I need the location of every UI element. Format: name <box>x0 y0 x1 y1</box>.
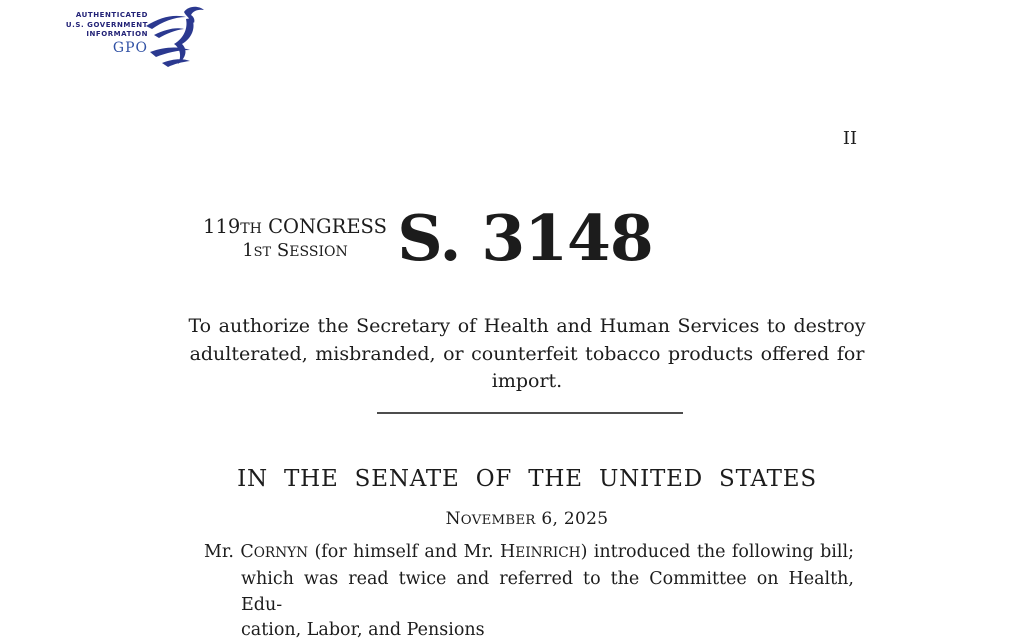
sponsor-line3: cation, Labor, and Pensions <box>241 620 485 641</box>
sponsor-line1-pre: Mr. C <box>204 542 254 562</box>
bill-purpose-line1: To authorize the Secretary of Health and Human Services to destroy <box>188 315 866 337</box>
congress-number: 119 <box>203 215 241 238</box>
gpo-logo-text <box>58 11 148 40</box>
bill-purpose-line2: adulterated, misbranded, or counterfeit tobacco products offered for import. <box>189 342 865 392</box>
page-roman-numeral: II <box>842 128 858 149</box>
gpo-logo-line-government: U.S. GOVERNMENT <box>65 20 148 29</box>
gpo-logo-line-authenticated: AUTHENTICATED <box>75 11 148 19</box>
sponsor-name-heinrich: EINRICH <box>515 545 581 561</box>
sponsor-line1-mid: (for himself and Mr. H <box>308 542 516 562</box>
sponsor-name-cornyn: ORNYN <box>253 545 309 561</box>
session-ordinal: ST <box>253 245 272 261</box>
date-initial: N <box>445 509 461 529</box>
chamber-heading: IN THE SENATE OF THE UNITED STATES <box>237 466 817 492</box>
sponsor-paragraph <box>204 540 854 644</box>
congress-word: CONGRESS <box>261 215 387 238</box>
section-divider-rule <box>377 412 683 414</box>
congress-ordinal: TH <box>240 221 262 237</box>
session-word-initial: S <box>271 240 290 262</box>
gpo-logo-line-information: INFORMATION <box>86 30 148 38</box>
sponsor-line2: which was read twice and referred to the Committee on Health, Edu- <box>241 568 854 615</box>
session-line <box>203 241 387 262</box>
congress-line <box>203 216 387 238</box>
sponsor-line1 <box>204 540 854 567</box>
date-rest: 6, 2025 <box>535 509 609 529</box>
sponsor-line1-post: ) introduced the following bill; <box>580 542 854 562</box>
gpo-eagle-icon <box>136 6 210 68</box>
gpo-acronym-label: GPO <box>112 40 148 56</box>
date-month-smallcaps: OVEMBER <box>460 513 536 528</box>
introduction-date <box>97 509 957 529</box>
bill-number: S. 3148 <box>397 201 653 275</box>
session-word-rest: ESSION <box>289 244 348 261</box>
gpo-authenticated-logo <box>58 6 210 66</box>
bill-purpose <box>157 313 897 396</box>
session-number: 1 <box>242 240 254 262</box>
congress-session-block <box>203 216 387 262</box>
